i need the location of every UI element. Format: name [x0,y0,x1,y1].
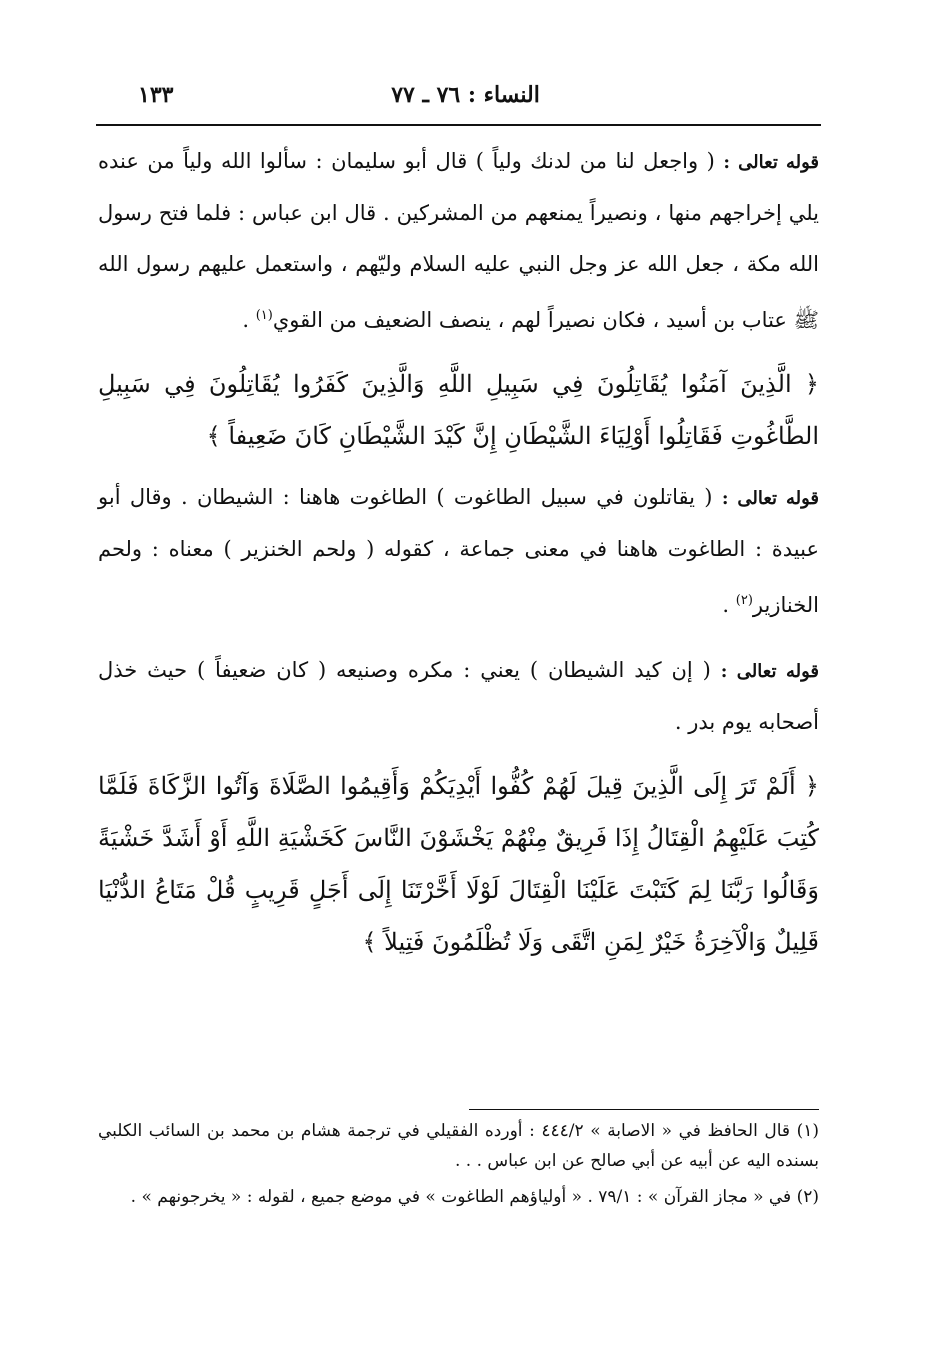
paragraph-3 [98,645,819,748]
paragraph-label: قوله تعالى : [721,488,819,509]
paragraph-text: ( يقاتلون في سبيل الطاغوت ) الطاغوت هاهنا : الشيطان . وقال أبو عبيدة : الطاغوت هاهنا في معنى جماعة ، كقوله ( ولحم الخنزير ) معناه : ولحم الخنازير [98,485,819,617]
header-rule [96,124,821,126]
paragraph-label: قوله تعالى : [720,661,819,682]
paragraph-text: ( واجعل لنا من لدنك ولياً ) قال أبو سليمان : سألوا الله ولياً من عنده يلي إخراجهم منها ، ونصيراً يمنعهم من المشركين . قال ابن عباس : فلما فتح رسول الله مكة ، جعل الله عز وجل النبي عليه السلام وليّهم ، واستعمل عليهم رسول الله ﷺ عتاب بن أسيد ، فكان نصيراً لهم ، ينصف الضعيف من القوي [98,149,819,332]
paragraph-1: قوله تعالى : ( واجعل لنا من لدنك ولياً ) قال أبو سليمان : سألوا الله ولياً من عنده يلي إخراجهم منها ، ونصيراً يمنعهم من المشركين . قال ابن عباس : فلما فتح رسول الله مكة ، جعل الله عز وجل النبي عليه السلام وليّهم ، واستعمل عليهم رسول الله ﷺ عتاب بن أسيد ، فكان نصيراً لهم ، ينصف الضعيف من القوي$^{(١)}$ . [98,149,819,332]
paragraph-label: قوله تعالى : [723,152,819,173]
page-number: ١٣٣ [138,82,174,108]
page-header [120,78,811,114]
paragraph-2: قوله تعالى : ( يقاتلون في سبيل الطاغوت ) الطاغوت هاهنا : الشيطان . وقال أبو عبيدة : الطاغوت هاهنا في معنى جماعة ، كقوله ( ولحم الخنزير ) معناه : ولحم الخنازير$^{(٢)}$ . [98,485,819,617]
quran-verse-76: ﴿ الَّذِينَ آمَنُوا يُقَاتِلُونَ فِي سَبِيلِ اللَّهِ وَالَّذِينَ كَفَرُوا يُقَاتِلُونَ فِي سَبِيلِ الطَّاغُوتِ فَقَاتِلُوا أَوْلِيَاءَ الشَّيْطَانِ إِنَّ كَيْدَ الشَّيْطَانِ كَانَ ضَعِيفاً ﴾ [98,370,819,450]
footnote-1: (١) قال الحافظ في « الاصابة » ٤٤٤/٢ : أورده الفقيلي في ترجمة هشام بن محمد بن السائب الكلبي بسنده اليه عن أبيه عن أبي صالح عن ابن عباس . . . [98,1121,819,1171]
footnotes [98,1116,819,1212]
footnote-ref: (٢) [735,593,753,608]
page-body [98,136,819,968]
footnote-ref: (١) [255,308,273,323]
paragraph-text: ( إن كيد الشيطان ) يعني : مكره وصنيعه ( كان ضعيفاً ) حيث خذل أصحابه يوم بدر . [98,658,819,734]
footnote-rule [469,1109,819,1110]
surah-heading: النساء : ٧٦ ـ ٧٧ [391,82,540,108]
footnote-2: (٢) في « مجاز القرآن » : ٧٩/١ . « أولياؤهم الطاغوت » في موضع جميع ، لقوله : « يخرجونهم » . [130,1187,819,1207]
quran-verse-77: ﴿ أَلَمْ تَرَ إِلَى الَّذِينَ قِيلَ لَهُمْ كُفُّوا أَيْدِيَكُمْ وَأَقِيمُوا الصَّلَاةَ وَآتُوا الزَّكَاةَ فَلَمَّا كُتِبَ عَلَيْهِمُ الْقِتَالُ إِذَا فَرِيقٌ مِنْهُمْ يَخْشَوْنَ النَّاسَ كَخَشْيَةِ اللَّهِ أَوْ أَشَدَّ خَشْيَةً وَقَالُوا رَبَّنَا لِمَ كَتَبْتَ عَلَيْنَا الْقِتَالَ لَوْلَا أَخَّرْتَنَا إِلَى أَجَلٍ قَرِيبٍ قُلْ مَتَاعُ الدُّنْيَا قَلِيلٌ وَالْآخِرَةُ خَيْرٌ لِمَنِ اتَّقَى وَلَا تُظْلَمُونَ فَتِيلاً ﴾ [98,772,819,956]
